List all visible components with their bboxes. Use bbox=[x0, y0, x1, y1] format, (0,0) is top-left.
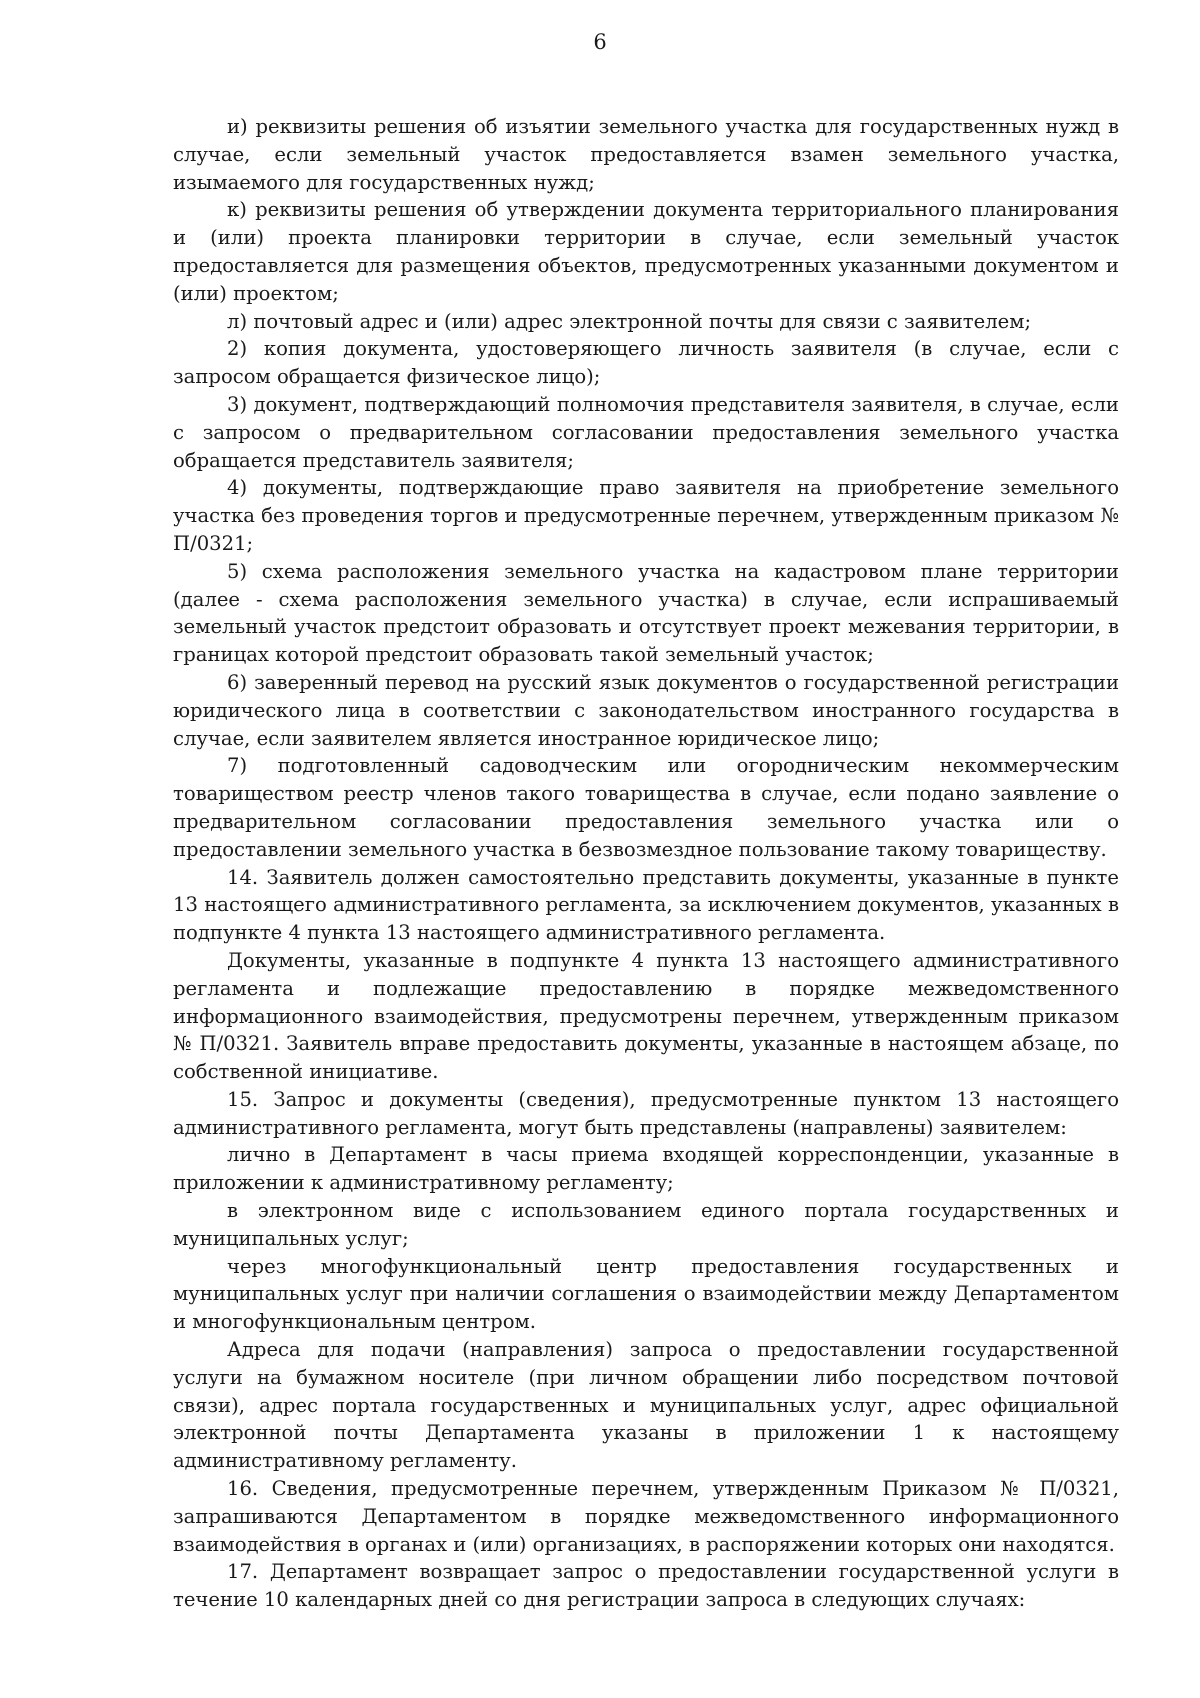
paragraph-item-l: л) почтовый адрес и (или) адрес электронной почты для связи с заявителем; bbox=[227, 309, 1032, 333]
paragraph-item-6: 6) заверенный перевод на русский язык документов о государственной регистрации юридического лица в соответствии с законодательством иностранного государства в случае, если заявителем является иностранное юридическое лицо; bbox=[173, 670, 1119, 750]
paragraph-item-7: 7) подготовленный садоводческим или огородническим некоммерческим товариществом реестр членов такого товарищества в случае, если подано заявление о предварительном согласовании предоставления земельного участка или о предоставлении земельного участка в безвозмездное пользование такому товариществу. bbox=[173, 754, 1119, 861]
paragraph-item-4: 4) документы, подтверждающие право заявителя на приобретение земельного участка без проведения торгов и предусмотренные перечнем, утвержденным приказом № П/0321; bbox=[173, 476, 1119, 555]
paragraph-item-5: 5) схема расположения земельного участка на кадастровом плане территории (далее - схема расположения земельного участка) в случае, если испрашиваемый земельный участок предстоит образовать и отсутствует проект межевания территории, в границах которой предстоит образовать такой земельный участок; bbox=[173, 559, 1119, 667]
document-body bbox=[173, 113, 1119, 1614]
paragraph-item-2: 2) копия документа, удостоверяющего личность заявителя (в случае, если с запросом обращается физическое лицо); bbox=[173, 337, 1119, 389]
paragraph-clause-14-documents: Документы, указанные в подпункте 4 пункта 13 настоящего административного регламента и подлежащие предоставлению в порядке межведомственного информационного взаимодействия, предусмотрены перечнем, утвержденным приказом № П/0321. Заявитель вправе предоставить документы, указанные в настоящем абзаце, по собственной инициативе. bbox=[173, 948, 1119, 1084]
page-number: 6 bbox=[593, 30, 607, 54]
paragraph-clause-15-addresses: Адреса для подачи (направления) запроса о предоставлении государственной услуги на бумажном носителе (при личном обращении либо посредством почтовой связи), адрес портала государственных и муниципальных услуг, адрес официальной электронной почты Департамента указаны в приложении 1 к настоящему административному регламенту. bbox=[173, 1338, 1119, 1473]
paragraph-item-3: 3) документ, подтверждающий полномочия представителя заявителя, в случае, если с запросом о предварительном согласовании предоставления земельного участка обращается представитель заявителя; bbox=[173, 392, 1119, 472]
paragraph-clause-15-in-person: лично в Департамент в часы приема входящей корреспонденции, указанные в приложении к административному регламенту; bbox=[173, 1143, 1119, 1195]
paragraph-item-i: и) реквизиты решения об изъятии земельного участка для государственных нужд в случае, если земельный участок предоставляется взамен земельного участка, изымаемого для государственных нужд; bbox=[173, 115, 1119, 194]
paragraph-clause-14: 14. Заявитель должен самостоятельно представить документы, указанные в пункте 13 настоящего административного регламента, за исключением документов, указанных в подпункте 4 пункта 13 настоящего административного регламента. bbox=[173, 865, 1119, 945]
paragraph-clause-15-mfc: через многофункциональный центр предоставления государственных и муниципальных услуг при наличии соглашения о взаимодействии между Департаментом и многофункциональным центром. bbox=[173, 1254, 1119, 1334]
paragraph-clause-15-electronic: в электронном виде с использованием единого портала государственных и муниципальных услуг; bbox=[173, 1199, 1119, 1250]
paragraph-clause-17: 17. Департамент возвращает запрос о предоставлении государственной услуги в течение 10 календарных дней со дня регистрации запроса в следующих случаях: bbox=[173, 1560, 1119, 1612]
paragraph-item-k: к) реквизиты решения об утверждении документа территориального планирования и (или) проекта планировки территории в случае, если земельный участок предоставляется для размещения объектов, предусмотренных указанными документом и (или) проектом; bbox=[173, 198, 1119, 305]
paragraph-clause-15: 15. Запрос и документы (сведения), предусмотренные пунктом 13 настоящего административного регламента, могут быть представлены (направлены) заявителем: bbox=[173, 1087, 1119, 1139]
paragraph-clause-16: 16. Сведения, предусмотренные перечнем, утвержденным Приказом № П/0321, запрашиваются Департаментом в порядке межведомственного информационного взаимодействия в органах и (или) организациях, в распоряжении которых они находятся. bbox=[173, 1477, 1119, 1556]
